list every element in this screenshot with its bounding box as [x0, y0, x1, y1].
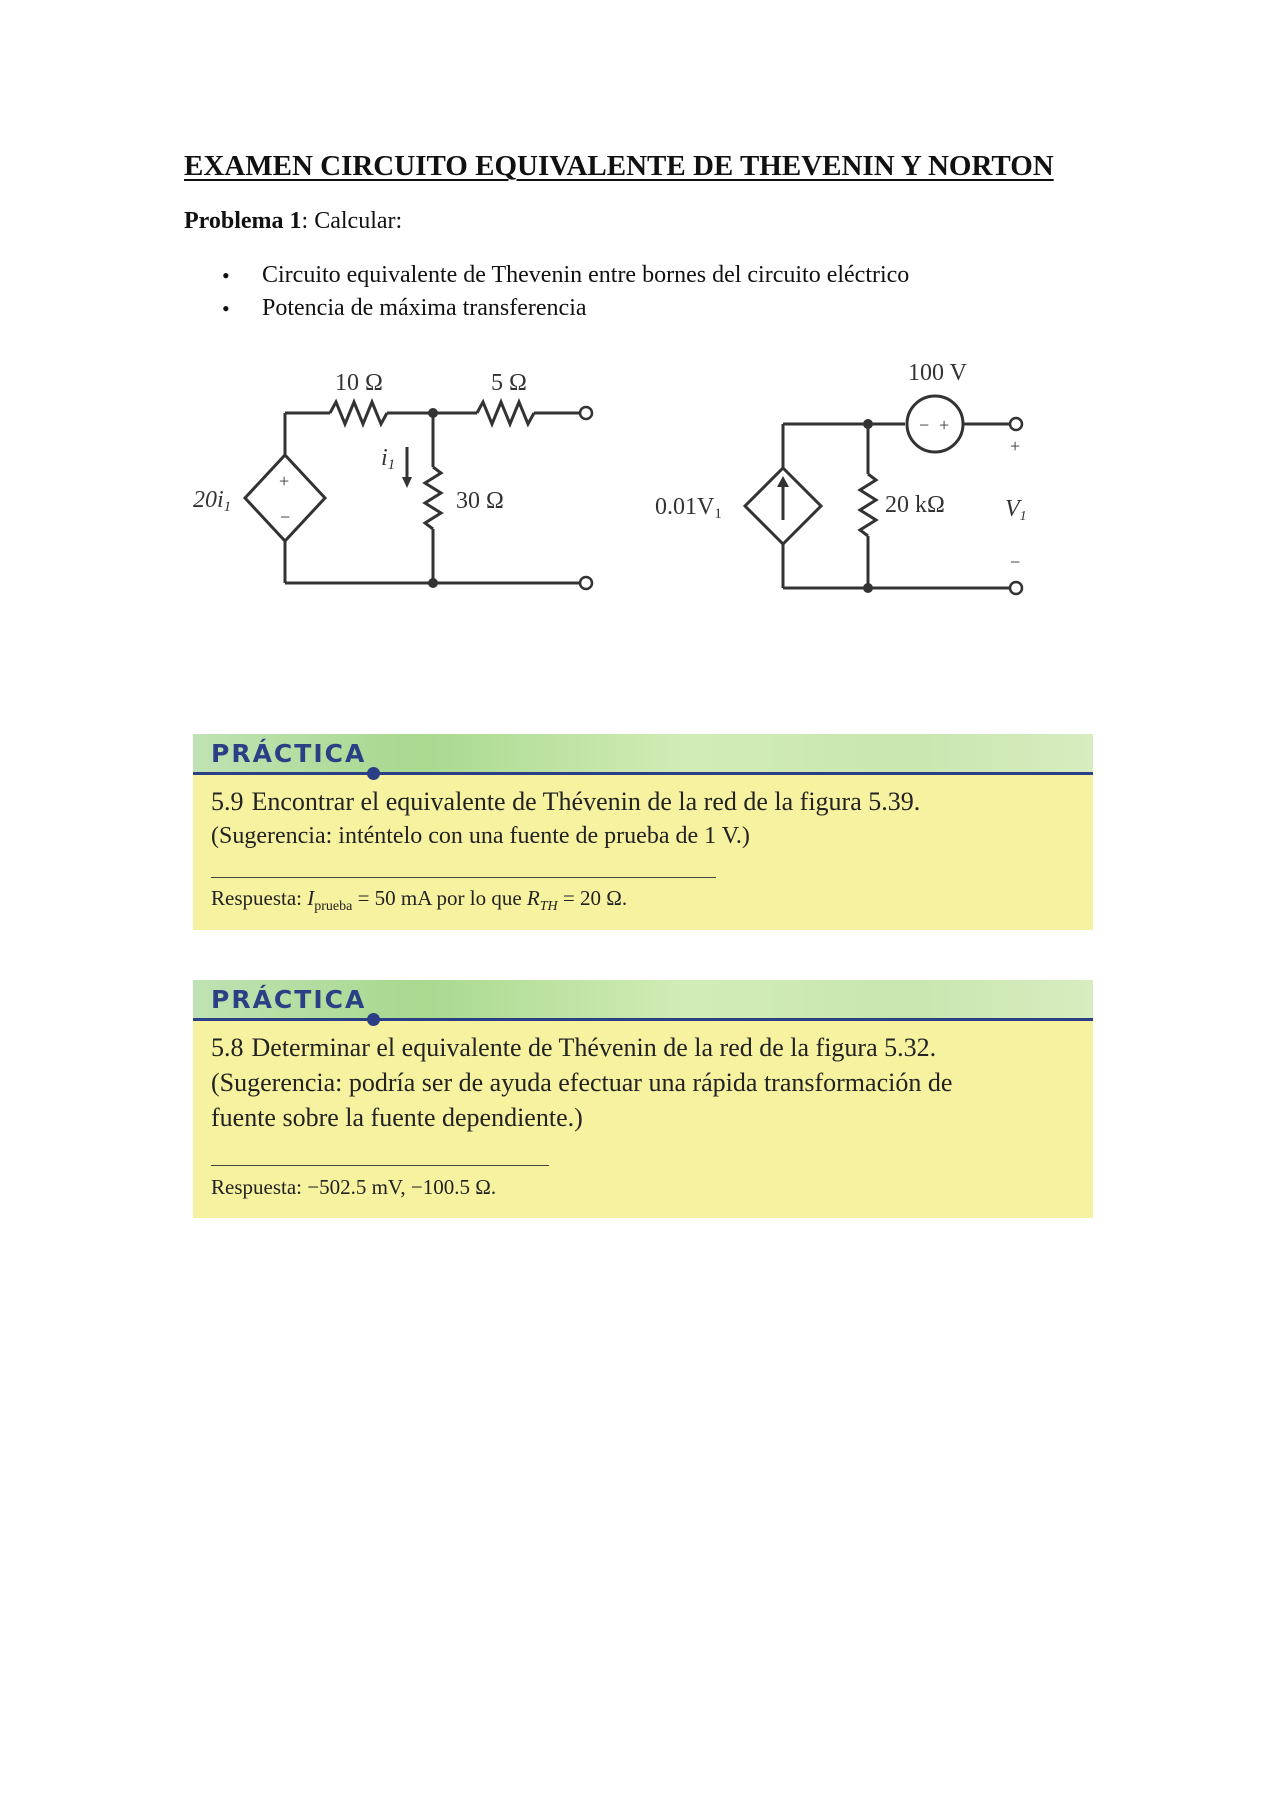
- practice-box-5-8: [193, 980, 1093, 1218]
- practice-label: PRÁCTICA: [211, 739, 367, 768]
- practice-question: [211, 1030, 936, 1065]
- practice-answer: Respuesta: $I_{prueba} = 50$ mA por lo que $R_{TH} = 20$ Ω.: [211, 886, 628, 915]
- practice-box-5-9: [193, 734, 1093, 930]
- output-plus-sign: +: [1010, 436, 1021, 456]
- practice-hint-line1: (Sugerencia: podría ser de ayuda efectuar una rápida transformación de: [211, 1068, 953, 1097]
- practice-label: PRÁCTICA: [211, 985, 367, 1014]
- practice-question-text: Determinar el equivalente de Thévenin de la red de la figura 5.32.: [251, 1033, 937, 1062]
- problem-suffix: : Calcular:: [301, 208, 403, 234]
- current-source-label: 0.01V1: [655, 494, 722, 522]
- practice-separator: [211, 1165, 549, 1166]
- practice-hint-line2: fuente sobre la fuente dependiente.): [211, 1103, 583, 1132]
- practice-number: 5.8: [211, 1033, 244, 1062]
- practice-header-dot: [367, 767, 380, 780]
- resistor-label-30: 30 Ω: [456, 488, 504, 514]
- practice-number: 5.9: [211, 787, 244, 816]
- circuit-figure-left: [185, 355, 605, 605]
- current-label: i1: [381, 445, 396, 473]
- practice-answer: Respuesta: −502.5 mV, −100.5 Ω.: [211, 1175, 497, 1199]
- practice-question: [211, 784, 920, 819]
- problem-label: Problema 1: [184, 208, 302, 234]
- resistor-label-10: 10 Ω: [335, 370, 383, 396]
- source-minus-sign: −: [280, 507, 291, 527]
- resistor-label-20k: 20 kΩ: [885, 492, 945, 518]
- practice-hint: (Sugerencia: inténtelo con una fuente de prueba de 1 V.): [211, 823, 750, 849]
- problem-heading: [184, 208, 402, 235]
- vsource-plus-sign: +: [939, 415, 950, 435]
- output-minus-sign: −: [1010, 552, 1021, 572]
- practice-separator: [211, 877, 716, 878]
- task-list: [218, 259, 909, 325]
- dependent-source-label: 20i1: [193, 487, 232, 515]
- practice-header-dot: [367, 1013, 380, 1026]
- circuit-figure-right: [655, 350, 1045, 610]
- task-item: • Potencia de máxima transferencia: [218, 292, 909, 325]
- practice-header-rule: [193, 1018, 1093, 1021]
- resistor-label-5: 5 Ω: [491, 370, 527, 396]
- practice-question-text: Encontrar el equivalente de Thévenin de la red de la figura 5.39.: [251, 787, 921, 816]
- source-plus-sign: +: [279, 471, 290, 491]
- voltage-source-label: 100 V: [908, 360, 967, 386]
- practice-header-rule: [193, 772, 1093, 775]
- output-voltage-label: V1: [1005, 496, 1027, 524]
- vsource-minus-sign: −: [919, 415, 930, 435]
- document-title: EXAMEN CIRCUITO EQUIVALENTE DE THEVENIN Y NORTON: [184, 150, 1054, 182]
- task-item: • Circuito equivalente de Thevenin entre bornes del circuito eléctrico: [218, 259, 909, 292]
